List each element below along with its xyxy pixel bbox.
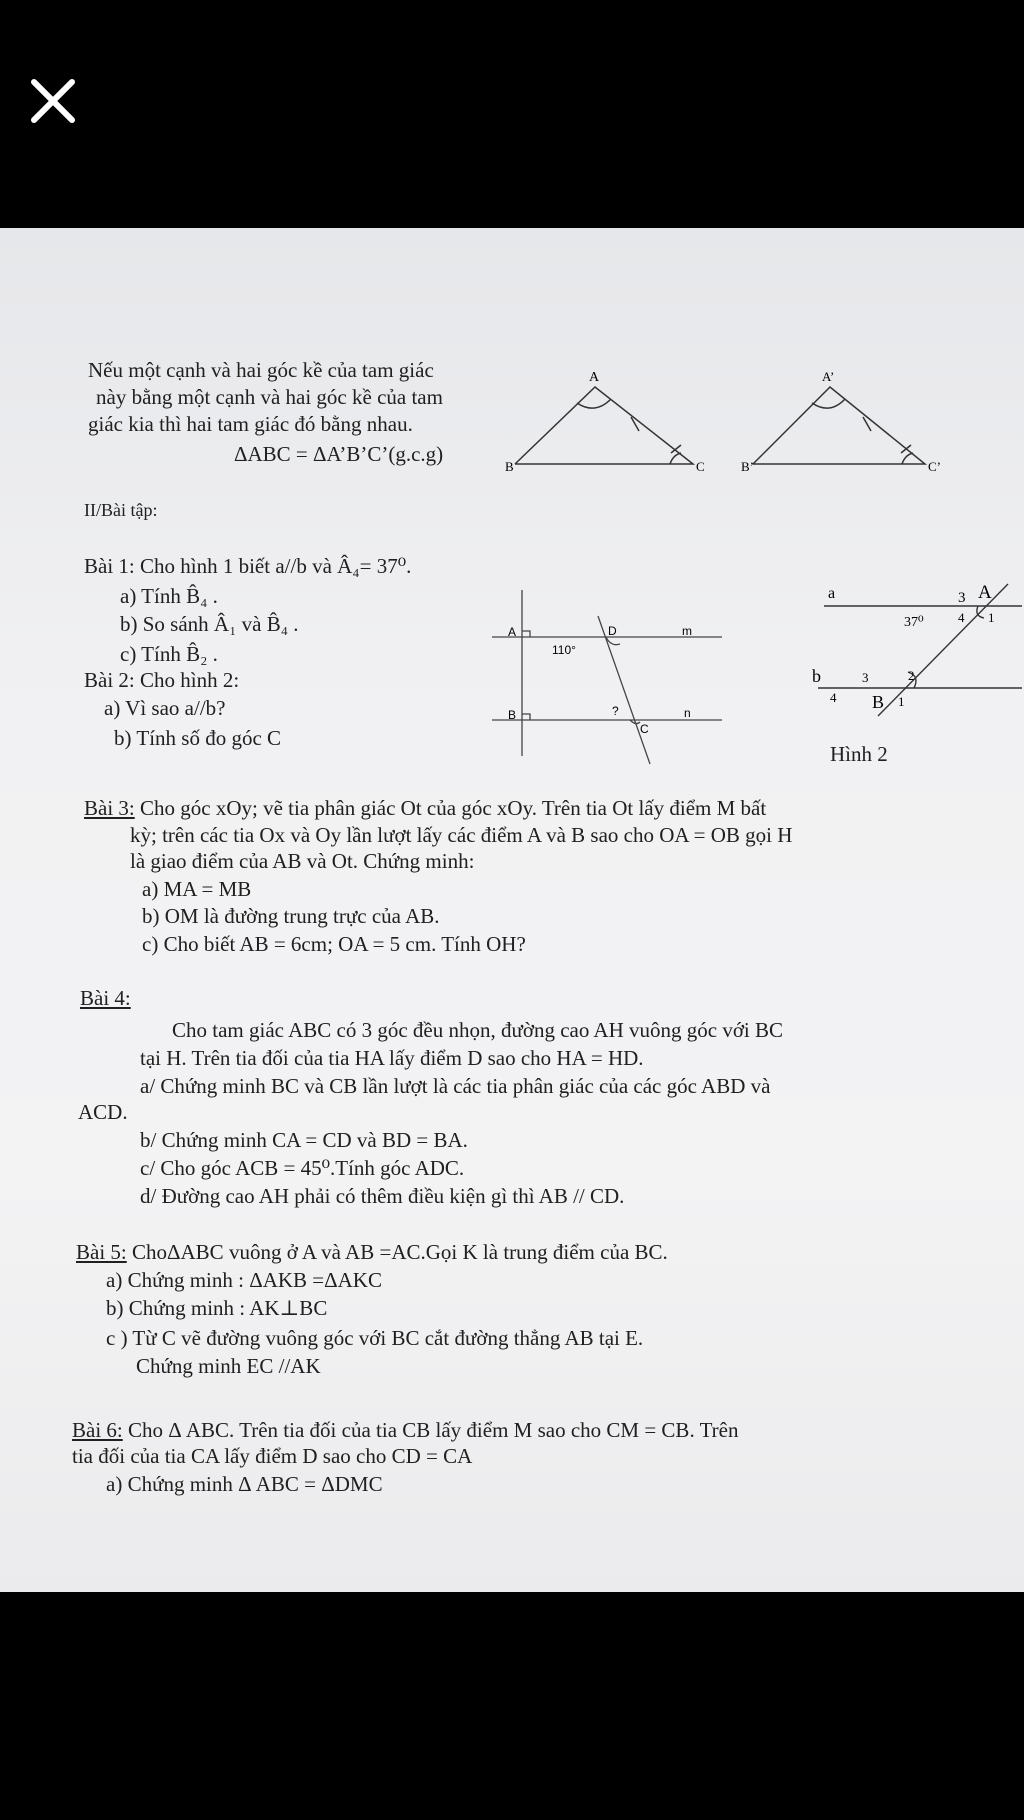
bai5-c: c ) Từ C vẽ đường vuông góc với BC cắt đường thẳng AB tại E. <box>106 1326 644 1350</box>
label-a-prime: A’ <box>822 369 835 384</box>
lbl-n: n <box>684 706 691 720</box>
triangles-figure <box>505 361 975 476</box>
lbl-110: 110° <box>552 643 576 657</box>
bai2-title: Bài 2: Cho hình 2: <box>84 668 240 692</box>
label-b-prime: B’ <box>741 459 754 474</box>
bai3-b: b) OM là đường trung trực của AB. <box>142 904 440 928</box>
triangle-abc <box>515 387 693 464</box>
bai4-b: b/ Chứng minh CA = CD và BD = BA. <box>140 1128 468 1152</box>
bai5-c2: Chứng minh EC //AK <box>136 1354 321 1378</box>
lbl-point-b: B <box>872 692 885 712</box>
parallel-lines-figure <box>490 586 730 766</box>
bai6-line-1: Cho Δ ABC. Trên tia đối của tia CB lấy điểm M sao cho CM = CB. Trên <box>122 1418 739 1442</box>
lbl-line-a: a <box>828 585 836 602</box>
lbl-b: B <box>508 708 517 722</box>
document-photo <box>0 228 1024 1592</box>
bai1-a: a) Tính B̂₄ . <box>120 584 218 608</box>
lbl-question: ? <box>612 704 619 718</box>
theory-line-2: này bằng một cạnh và hai góc kề của tam <box>96 385 443 409</box>
bai4-line-3: a/ Chứng minh BC và CB lần lượt là các tia phân giác của các góc ABD và <box>140 1074 771 1098</box>
bai3-label: Bài 3: <box>84 796 135 820</box>
bai1-b: b) So sánh Â₁ và B̂₄ . <box>120 612 299 636</box>
lbl-d: D <box>608 624 617 638</box>
bai5-a: a) Chứng minh : ΔAKB =ΔAKC <box>106 1268 382 1292</box>
label-c-prime: C’ <box>928 459 941 474</box>
bai3-a: a) MA = MB <box>142 877 252 901</box>
bai4-d: d/ Đường cao AH phải có thêm điều kiện gì thì AB // CD. <box>140 1184 625 1208</box>
lbl-point-a: A <box>978 582 992 603</box>
bai1-title: Bài 1: Cho hình 1 biết a//b và Â₄= 37⁰. <box>84 554 412 578</box>
close-button[interactable] <box>24 72 82 130</box>
bai6-a: a) Chứng minh Δ ABC = ΔDMC <box>106 1472 383 1496</box>
bai4-label: Bài 4: <box>80 986 131 1010</box>
hinh-2-caption: Hình 2 <box>830 742 888 766</box>
bai5-label: Bài 5: <box>76 1240 127 1264</box>
bai2-a: a) Vì sao a//b? <box>104 696 226 720</box>
lbl-c: C <box>640 722 649 736</box>
lbl-3a: 3 <box>958 590 966 606</box>
bai4-line-2: tại H. Trên tia đối của tia HA lấy điểm D sao cho HA = HD. <box>140 1046 644 1070</box>
label-b: B <box>505 459 514 474</box>
section-title: II/Bài tập: <box>84 500 158 520</box>
bai5-b: b) Chứng minh : AK⊥BC <box>106 1296 328 1320</box>
theory-formula: ΔABC = ΔA’B’C’(g.c.g) <box>234 442 444 466</box>
bai3-line-2: kỳ; trên các tia Ox và Oy lần lượt lấy các điểm A và B sao cho OA = OB gọi H <box>130 823 793 847</box>
lbl-3b: 3 <box>862 670 869 685</box>
lbl-a: A <box>508 625 517 639</box>
close-icon <box>24 72 82 130</box>
lbl-1a: 1 <box>988 610 995 625</box>
theory-line-3: giác kia thì hai tam giác đó bằng nhau. <box>88 412 413 436</box>
lbl-1b: 1 <box>898 694 905 709</box>
lbl-4a: 4 <box>958 610 965 625</box>
lbl-line-b: b <box>812 666 821 686</box>
bai6-label: Bài 6: <box>72 1418 123 1442</box>
lbl-m: m <box>682 624 692 638</box>
lbl-4b: 4 <box>830 690 837 705</box>
triangle-a-prime <box>753 387 925 464</box>
hinh-2-figure <box>808 576 1024 726</box>
lbl-2b: 2 <box>908 668 915 683</box>
bai3-line-1: Cho góc xOy; vẽ tia phân giác Ot của góc xOy. Trên tia Ot lấy điểm M bất <box>134 796 767 820</box>
bai4-c: c/ Cho góc ACB = 45⁰.Tính góc ADC. <box>140 1156 465 1180</box>
label-a: A <box>589 370 600 385</box>
bai2-b: b) Tính số đo góc C <box>114 726 282 750</box>
bai4-line-1: Cho tam giác ABC có 3 góc đều nhọn, đường cao AH vuông góc với BC <box>172 1018 784 1042</box>
bai5-line-1: ChoΔABC vuông ở A và AB =AC.Gọi K là trung điểm của BC. <box>126 1240 668 1264</box>
lbl-37: 37⁰ <box>904 615 924 630</box>
bai6-line-2: tia đối của tia CA lấy điểm D sao cho CD = CA <box>72 1444 473 1468</box>
bai4-line-4: ACD. <box>78 1100 128 1124</box>
bai3-line-3: là giao điểm của AB và Ot. Chứng minh: <box>130 849 475 873</box>
theory-line-1: Nếu một cạnh và hai góc kề của tam giác <box>88 358 434 382</box>
label-c: C <box>696 459 705 474</box>
bai1-c: c) Tính B̂₂ . <box>120 642 218 666</box>
bai3-c: c) Cho biết AB = 6cm; OA = 5 cm. Tính OH? <box>142 932 526 956</box>
